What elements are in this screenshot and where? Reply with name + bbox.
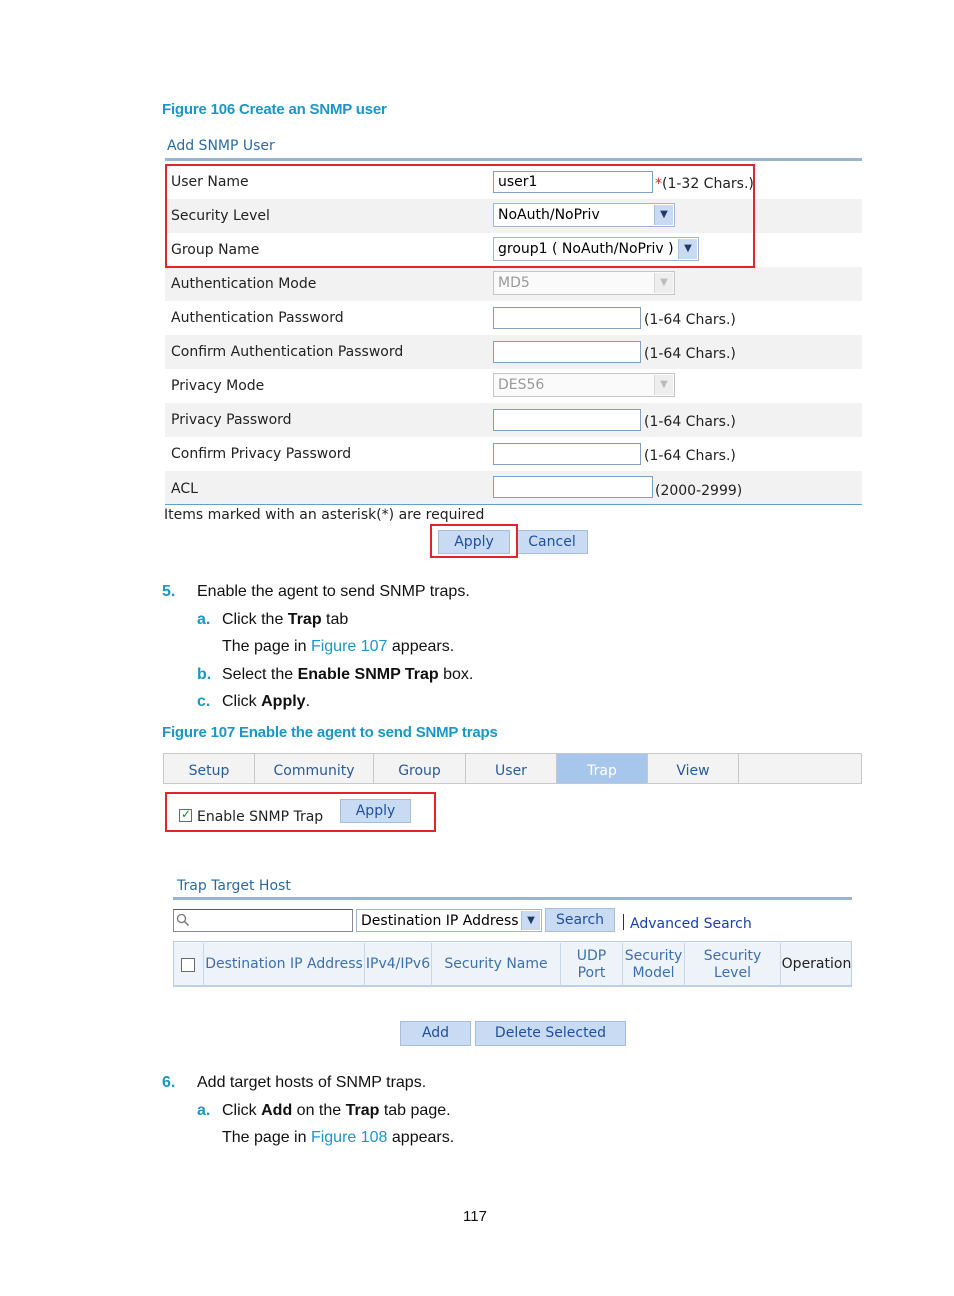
step-5c-post: . — [305, 693, 311, 710]
cancel-button[interactable]: Cancel — [516, 530, 588, 554]
confirm-authentication-password-label: Confirm Authentication Password — [171, 344, 404, 360]
step-5c-text — [222, 693, 310, 711]
form-row-privacy-password — [165, 403, 862, 437]
column-security-level[interactable]: Security Level — [685, 943, 781, 986]
confirm-privacy-password-input[interactable] — [493, 443, 641, 465]
highlight-box-apply — [430, 524, 518, 558]
add-button[interactable]: Add — [400, 1021, 471, 1046]
step-5b-number: b. — [197, 666, 212, 683]
step-5b-text — [222, 666, 473, 684]
step-5c-number: c. — [197, 693, 211, 710]
checkmark-icon: ✓ — [181, 807, 192, 821]
acl-input[interactable] — [493, 476, 653, 498]
step-6a-bold-add: Add — [261, 1102, 293, 1119]
step-5b-post: box. — [438, 666, 474, 683]
privacy-password-label: Privacy Password — [171, 412, 292, 428]
snmp-tab-bar — [163, 753, 862, 784]
confirm-privacy-password-label: Confirm Privacy Password — [171, 446, 352, 462]
step-5-text: Enable the agent to send SNMP traps. — [197, 583, 470, 600]
trap-apply-button[interactable]: Apply — [340, 799, 411, 823]
tab-setup[interactable]: Setup — [164, 754, 255, 783]
column-destination-ip[interactable]: Destination IP Address — [204, 943, 365, 986]
privacy-mode-value: DES56 — [498, 377, 545, 393]
required-asterisk: * — [655, 176, 662, 192]
authentication-mode-select — [493, 271, 675, 295]
apply-button[interactable]: Apply — [438, 530, 510, 554]
add-snmp-user-title: Add SNMP User — [167, 138, 275, 154]
tab-view[interactable]: View — [648, 754, 739, 783]
step-6a-page-post: appears. — [387, 1129, 455, 1146]
step-5b-bold: Enable SNMP Trap — [297, 666, 439, 683]
step-6a-text — [222, 1102, 451, 1120]
user-name-label: User Name — [171, 174, 249, 190]
form-row-confirm-privacy-password — [165, 437, 862, 471]
highlight-box-enable-trap — [165, 792, 436, 832]
section-divider — [165, 158, 862, 161]
figure-107-link[interactable]: Figure 107 — [310, 638, 388, 655]
tab-community[interactable]: Community — [255, 754, 374, 783]
step-6a-bold-trap: Trap — [345, 1102, 380, 1119]
step-5a-text — [222, 611, 348, 629]
chevron-down-icon: ▼ — [654, 205, 673, 225]
separator — [623, 914, 624, 930]
privacy-mode-label: Privacy Mode — [171, 378, 265, 394]
step-5a-page-post: appears. — [387, 638, 455, 655]
step-6a-mid: on the — [292, 1102, 346, 1119]
tab-user[interactable]: User — [466, 754, 557, 783]
step-5a-page-note — [222, 638, 454, 656]
search-icon — [176, 913, 190, 927]
search-button[interactable]: Search — [545, 908, 615, 932]
chevron-down-icon: ▼ — [654, 273, 673, 293]
step-6-number: 6. — [162, 1074, 176, 1091]
step-5-number: 5. — [162, 583, 176, 600]
privacy-mode-select — [493, 373, 675, 397]
group-name-value: group1 ( NoAuth/NoPriv ) — [498, 241, 674, 257]
user-name-hint-text: (1-32 Chars.) — [662, 176, 754, 192]
authentication-mode-label: Authentication Mode — [171, 276, 317, 292]
user-name-input[interactable]: user1 — [493, 171, 653, 193]
step-5c-pre: Click — [222, 693, 262, 710]
form-row-confirm-authentication-password — [165, 335, 862, 369]
column-security-model[interactable]: Security Model — [623, 943, 685, 986]
tab-group[interactable]: Group — [374, 754, 466, 783]
search-field-select[interactable] — [356, 909, 542, 932]
authentication-password-input[interactable] — [493, 307, 641, 329]
column-udp-port[interactable]: UDP Port — [561, 943, 623, 986]
group-name-label: Group Name — [171, 242, 260, 258]
confirm-authentication-password-hint: (1-64 Chars.) — [644, 346, 736, 362]
step-6a-post: tab page. — [379, 1102, 451, 1119]
step-5a-number: a. — [197, 611, 211, 628]
select-all-checkbox[interactable] — [181, 958, 195, 972]
acl-label: ACL — [171, 481, 198, 497]
form-row-authentication-password — [165, 301, 862, 335]
trap-search-input[interactable] — [173, 909, 353, 932]
step-5a-post: tab — [321, 611, 349, 628]
step-5c-bold: Apply — [261, 693, 306, 710]
advanced-search-link[interactable]: Advanced Search — [630, 916, 752, 932]
form-row-acl — [165, 471, 862, 505]
authentication-password-label: Authentication Password — [171, 310, 344, 326]
chevron-down-icon: ▼ — [521, 911, 540, 930]
privacy-password-hint: (1-64 Chars.) — [644, 414, 736, 430]
highlight-box-user-fields — [165, 164, 755, 268]
delete-selected-button[interactable]: Delete Selected — [475, 1021, 626, 1046]
column-ipv4-ipv6[interactable]: IPv4/IPv6 — [365, 943, 432, 986]
figure-107-caption: Figure 107 Enable the agent to send SNMP traps — [162, 724, 498, 741]
page-number: 117 — [463, 1208, 487, 1225]
chevron-down-icon: ▼ — [654, 375, 673, 395]
step-5b-pre: Select the — [222, 666, 298, 683]
step-6-text: Add target hosts of SNMP traps. — [197, 1074, 427, 1091]
security-level-value: NoAuth/NoPriv — [498, 207, 600, 223]
enable-snmp-trap-label: Enable SNMP Trap — [197, 809, 324, 825]
authentication-mode-value: MD5 — [498, 275, 530, 291]
column-security-name[interactable]: Security Name — [432, 943, 561, 986]
form-bottom-divider — [165, 504, 862, 505]
form-row-privacy-mode — [165, 369, 862, 403]
column-operation: Operation — [781, 956, 852, 972]
search-field-value: Destination IP Address — [361, 913, 519, 929]
step-5a-page-pre: The page in — [222, 638, 311, 655]
step-5a-pre: Click the — [222, 611, 288, 628]
authentication-password-hint: (1-64 Chars.) — [644, 312, 736, 328]
figure-106-caption: Figure 106 Create an SNMP user — [162, 101, 387, 118]
select-all-cell — [173, 943, 204, 986]
privacy-password-input[interactable] — [493, 409, 641, 431]
trap-target-host-title: Trap Target Host — [177, 878, 291, 894]
security-level-label: Security Level — [171, 208, 270, 224]
step-6a-pre: Click — [222, 1102, 262, 1119]
required-note: Items marked with an asterisk(*) are required — [164, 507, 485, 523]
confirm-authentication-password-input[interactable] — [493, 341, 641, 363]
tab-trap[interactable]: Trap — [557, 754, 648, 783]
confirm-privacy-password-hint: (1-64 Chars.) — [644, 448, 736, 464]
step-6a-page-note — [222, 1129, 454, 1147]
chevron-down-icon: ▼ — [678, 239, 697, 259]
step-6a-number: a. — [197, 1102, 211, 1119]
step-5a-bold: Trap — [287, 611, 322, 628]
step-6a-page-pre: The page in — [222, 1129, 311, 1146]
form-row-authentication-mode — [165, 267, 862, 301]
acl-hint: (2000-2999) — [655, 483, 743, 499]
trap-section-divider — [173, 897, 852, 900]
figure-108-link[interactable]: Figure 108 — [310, 1129, 388, 1146]
